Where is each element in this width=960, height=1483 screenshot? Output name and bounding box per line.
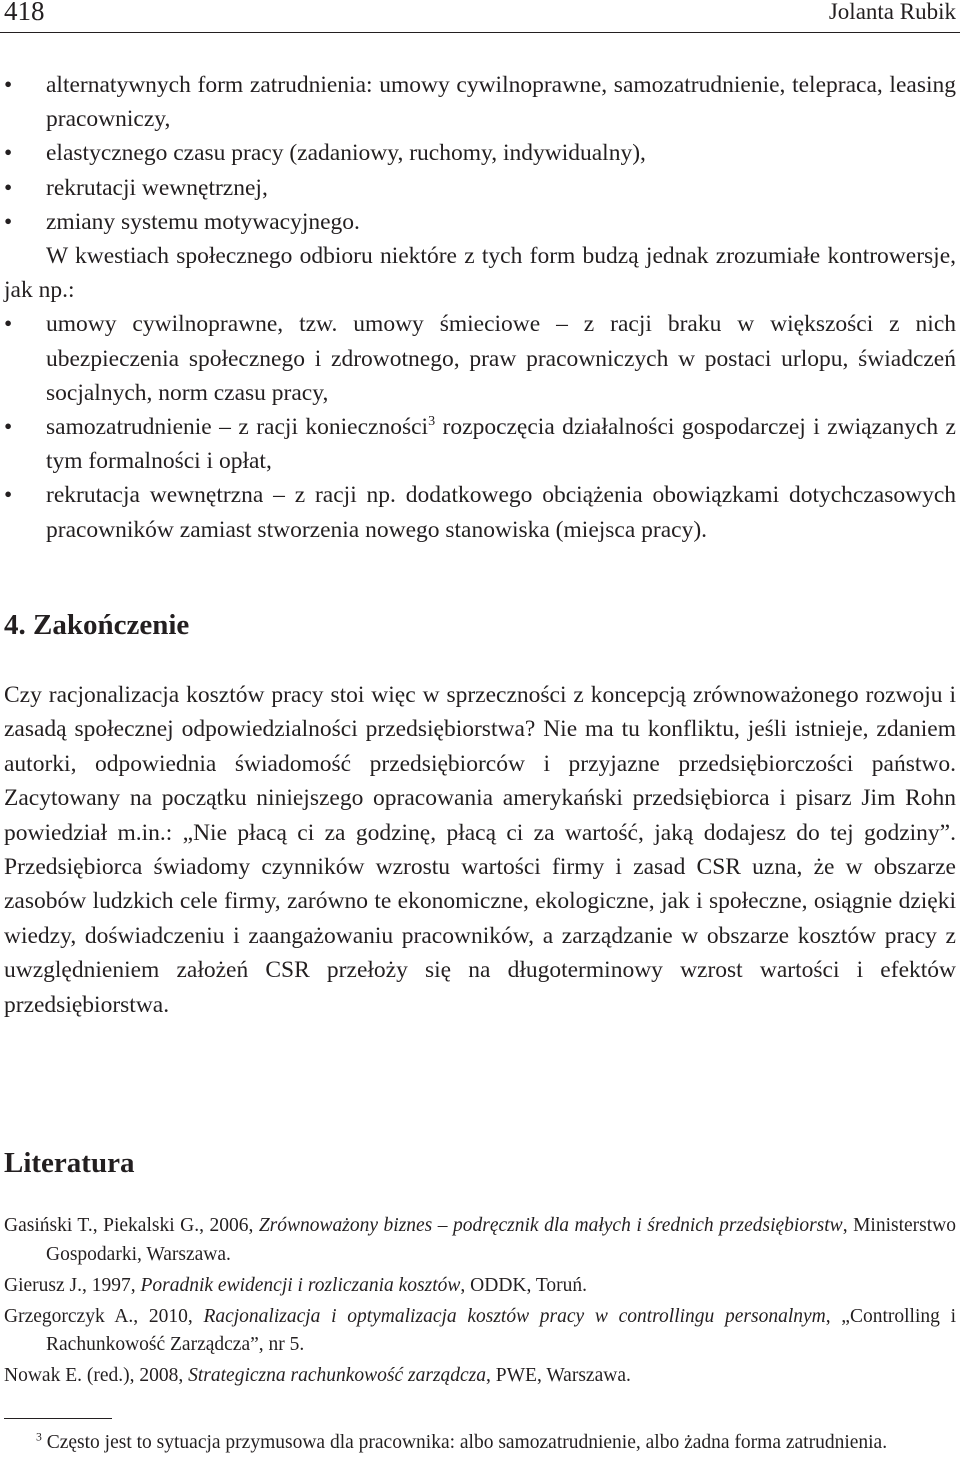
- reference-entry: [4, 1303, 956, 1360]
- bullet-text: elastycznego czasu pracy (zadaniowy, ruchomy, indywidualny),: [46, 140, 646, 167]
- reference-publisher: , „Controlling i Rachunkowość Zarządcza”, nr 5.: [46, 1305, 957, 1356]
- reference-title: Poradnik ewidencji i rozliczania kosztów: [140, 1274, 461, 1296]
- reference-author: Grzegorczyk A., 2010,: [4, 1305, 204, 1327]
- bullet-text: umowy cywilnoprawne, tzw. umowy śmieciowe – z racji braku w większości z nich ubezpieczenia społecznego i zdrowotnego, praw pracowniczych w postaci urlopu, świadczeń socjalnych, norm czasu pracy,: [46, 311, 956, 406]
- bullet-dot: •: [4, 140, 13, 167]
- bullet-dot: •: [4, 414, 13, 441]
- bullet-item: [4, 205, 956, 239]
- literature-heading: Literatura: [4, 1147, 135, 1179]
- footnote-text: Często jest to sytuacja przymusowa dla pracownika: albo samozatrudnienie, albo żadna forma zatrudnienia.: [41, 1432, 888, 1453]
- bullet-text-end: rozpoczęcia działalności gospodarczej i związanych z tym formalności i opłat,: [46, 414, 956, 475]
- reference-author: Nowak E. (red.), 2008,: [4, 1365, 189, 1387]
- bullet-item: [4, 410, 956, 478]
- bullet-item: [4, 171, 956, 205]
- reference-list: [4, 1212, 956, 1391]
- reference-publisher: , PWE, Warszawa.: [486, 1365, 631, 1387]
- conclusion-paragraph: Czy racjonalizacja kosztów pracy stoi więc w sprzeczności z koncepcją zrównoważonego rozwoju i zasadą społecznej odpowiedzialności przedsiębiorstwa? Nie ma tu konfliktu, jeśli istnieje, zdaniem autorki, odpowiednia świadomość przedsiębiorców i przyjazne przedsiębiorczości państwo. Zacytowany na początku niniejszego opracowania amerykański przedsiębiorca i pisarz Jim Rohn powiedział m.in.: „Nie płacą ci za godzinę, płacą ci za wartość, jaką dodajesz do tej godziny”. Przedsiębiorca świadomy czynników wzrostu wartości firmy i zasad CSR uzna, że w obszarze zasobów ludzkich cele firmy, zarówno te ekonomiczne, ekologiczne, jak i społeczne, osiągnie dzięki wiedzy, doświadczeniu i zaangażowaniu pracowników, a zarządzanie w obszarze kosztów pracy z uwzględnieniem założeń CSR przełoży się na długoterminowy wzrost wartości i efektów przedsiębiorstwa.: [4, 682, 956, 1018]
- bullet-text: zmiany systemu motywacyjnego.: [46, 208, 360, 235]
- section-heading: 4. Zakończenie: [4, 609, 190, 641]
- intermediate-paragraph: W kwestiach społecznego odbioru niektóre z tych form budzą jednak zrozumiałe kontrowersje, jak np.:: [4, 243, 956, 304]
- bullet-dot: •: [4, 208, 13, 235]
- reference-publisher: , Ministerstwo Gospodarki, Warszawa.: [46, 1215, 956, 1265]
- reference-author: Gierusz J., 1997,: [4, 1274, 141, 1296]
- footnote: [4, 1430, 956, 1456]
- reference-title: Racjonalizacja i optymalizacja kosztów pracy w controllingu personalnym: [203, 1305, 826, 1327]
- reference-entry: [4, 1272, 956, 1301]
- header-rule: [0, 32, 960, 33]
- reference-publisher: , ODDK, Toruń.: [460, 1274, 588, 1296]
- bullet-text-start: samozatrudnienie – z racji konieczności: [46, 414, 429, 441]
- bullet-item: [4, 136, 956, 170]
- reference-title: Strategiczna rachunkowość zarządcza: [188, 1365, 487, 1387]
- bullet-dot: •: [4, 72, 13, 98]
- reference-entry: [4, 1212, 956, 1269]
- bullet-dot: •: [4, 311, 13, 338]
- footnote-number: 3: [36, 1430, 42, 1444]
- bullet-item: [4, 68, 956, 136]
- reference-author: Gasiński T., Piekalski G., 2006,: [4, 1215, 259, 1236]
- running-head-author: Jolanta Rubik: [828, 0, 956, 24]
- page-header: [0, 0, 960, 33]
- bullet-text: rekrutacji wewnętrznej,: [46, 174, 268, 201]
- footnote-rule: [4, 1418, 112, 1419]
- bullet-item: [4, 478, 956, 546]
- footnote-reference: 3: [428, 413, 436, 430]
- bullet-text: rekrutacja wewnętrzna – z racji np. dodatkowego obciążenia obowiązkami dotychczasowych pracowników zamiast stworzenia nowego stanowiska (miejsca pracy).: [46, 482, 956, 543]
- reference-entry: [4, 1362, 956, 1391]
- bullet-dot: •: [4, 482, 13, 509]
- reference-title: Zrównoważony biznes – podręcznik dla małych i średnich przedsiębiorstw: [258, 1215, 843, 1236]
- bullet-item: [4, 307, 956, 410]
- page-number: 418: [4, 0, 45, 26]
- bullet-text: alternatywnych form zatrudnienia: umowy cywilnoprawne, samozatrudnienie, telepraca, leasing pracowniczy,: [46, 72, 956, 133]
- bullet-section: [4, 68, 956, 547]
- bullet-dot: •: [4, 174, 13, 201]
